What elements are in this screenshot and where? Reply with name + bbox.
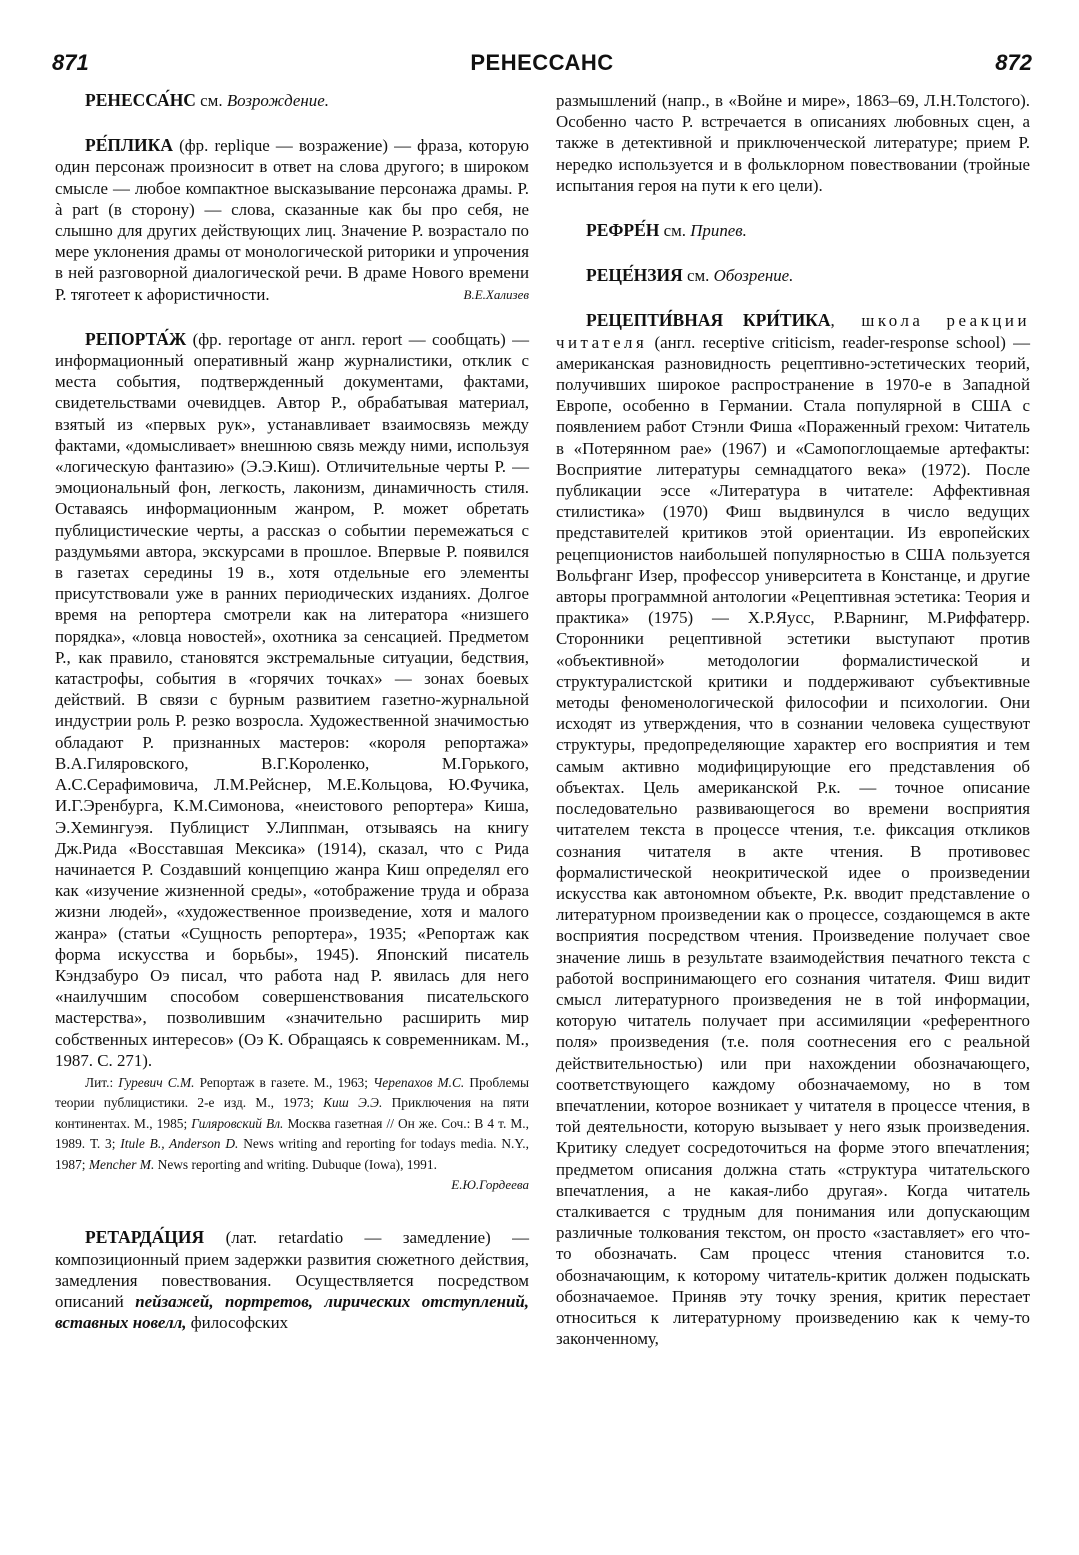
literature-list bbox=[55, 1073, 529, 1176]
entry-headword: РЕЦЕ́НЗИЯ bbox=[586, 265, 683, 286]
cross-reference: Припев. bbox=[690, 221, 747, 241]
left-column bbox=[55, 90, 529, 1357]
entry-spaced-subtitle: , школа реакции читателя bbox=[556, 311, 1030, 352]
entry-headword: РЕ́ПЛИКА bbox=[85, 135, 173, 156]
entry-body bbox=[55, 329, 529, 1071]
entry-headword: РЕЦЕПТИ́ВНАЯ КРИ́ТИКА bbox=[586, 310, 831, 331]
entry-retardatsiya-continuation: размышлений (напр., в «Войне и мире», 1863–69, Л.Н.Толстого). Особенно часто Р. встречается в описаниях любовных сцен, а также в детективной и приключенческой литературе; прием Р. нередко используется и в фольклорном повествовании (тройные испытания героя на пути к его цели). bbox=[556, 91, 1030, 195]
entry-text: (лат. retardatio — замедление) — композиционный прием задержки развития сюжетного действия, замедления повествования. Осуществляется посредством описаний bbox=[55, 1228, 529, 1312]
entry-headword: РЕПОРТА́Ж bbox=[85, 328, 187, 349]
entry-retsenziya bbox=[556, 265, 1030, 286]
entry-headword: РЕФРЕ́Н bbox=[586, 220, 660, 241]
cross-reference: Обозрение. bbox=[713, 266, 794, 286]
page-number-left: 871 bbox=[52, 50, 89, 75]
entry-refren bbox=[556, 220, 1030, 241]
right-column bbox=[556, 90, 1030, 1349]
literature-author: Черепахов М.С. bbox=[373, 1074, 465, 1090]
entry-headword: РЕТАРДА́ЦИЯ bbox=[85, 1227, 205, 1248]
entry-replika bbox=[55, 135, 529, 305]
entry-text: (фр. reportage от англ. report — сообщать) — информационный оперативный жанр журналистики, отклик с места события, подтвержденный документами, фактами, свидетельствами очевидцев. Автор Р., обрабатывая материал, взятый из «первых рук», устанавливает взаимосвязь между фактами, «домысливает» внешнюю связь между ними, используя «логическую фантазию» (Э.Э.Киш). Отличительные черты Р. — эмоциональный фон, легкость, лаконизм, динамичность стиля. Оставаясь информационным жанром, Р. может обретать публицистические черты, а рассказ о событии перемежаться с раздумьями автора, экскурсами в прошлое. Впервые Р. появился в газетах середины 19 в., хотя отдельные его элементы присутствовали уже в ранних периодических изданиях. Долгое время на репортера смотрели как на литератора «низшего порядка», «ловца новостей», охотника за сенсацией. Предметом Р., как правило, становятся экстремальные ситуации, бедствия, катастрофы, события в «горячих точках» — зонах боевых действий. В связи с бурным развитием газетно-журнальной индустрии роль Р. резко возросла. Художественной значимостью обладают Р. признанных мастеров: «короля репортажа» В.А.Гиляровского, В.Г.Короленко, М.Горького, А.С.Серафимовича, Л.М.Рейснер, М.Е.Кольцова, Ю.Фучика, И.Г.Эренбурга, К.М.Симонова, «неистового репортера» Киша, Э.Хемингуэя. Публицист У.Липпман, отзываясь на книгу Дж.Рида «Восставшая Мексика» (1914), сказал, что с Рида начинается Р. Создавший концепцию жанра Киш определял его как «изучение жизненной среды», «отображение труда и образа жизни людей», «художественное произведение, хотя и малого жанра» (статьи «Сущность репортера», 1935; «Репортаж как форма искусства и борьбы», 1945). Японский писатель Кэндзабуро Оэ писал, что работа над Р. явилась для него «наилучшим способом совершенствования писательского мастерства», позволившим «значительно расширить мир собственных интересов» (Оэ К. Обращаясь к современникам. М., 1987. С. 271). bbox=[55, 329, 529, 1070]
literature-text: Приключения на пяти континентах. М., 1985; bbox=[55, 1095, 529, 1131]
entry-text: см. bbox=[682, 266, 714, 286]
entry-text-continued: философских bbox=[186, 1313, 289, 1333]
entry-author: В.Е.Хализев bbox=[463, 286, 529, 302]
literature-author: Itule B., Anderson D. bbox=[120, 1136, 239, 1152]
cross-reference: Возрождение. bbox=[226, 91, 329, 110]
entry-retardatsiya bbox=[55, 1227, 529, 1333]
literature-text: Лит.: bbox=[85, 1074, 119, 1090]
literature-text: Москва газетная // Он же. Соч.: В 4 т. М., 1989. Т. 3; bbox=[55, 1115, 529, 1152]
literature-text: News reporting and writing. Dubuque (Iowa), 1991. bbox=[154, 1156, 437, 1172]
page-number-right: 872 bbox=[995, 50, 1032, 75]
literature-author: Киш Э.Э. bbox=[323, 1095, 383, 1111]
entry-headword: РЕНЕССА́НС bbox=[85, 90, 196, 110]
entry-text: (фр. replique — возражение) — фраза, которую один персонаж произносит в ответ на слова другого; в широком смысле — любое компактное высказывание персонажа драмы. Р. à part (в сторону) — слова, сказанные как бы про себя, не слышно для других действующих лиц. Значение Р. возрастало по мере уклонения драмы от монологической риторики и упрочения в ней разговорной диалогической речи. В драме Нового времени Р. тяготеет к афористичности. bbox=[55, 136, 529, 304]
entry-text: (англ. receptive criticism, reader-response school) — американская разновидность рецептивно-эстетических теорий, получивших широкое распространение в 1970-е в Западной Европе, особенно в Германии. Стала популярной в США с появлением работ Стэнли Фиша «Пораженный грехом: Читатель в «Потерянном рае» (1967) и «Самопоглощаемые артефакты: Восприятие литературы семнадцатого века» (1972). После публикации эссе «Литература в читателе: Аффективная стилистика» (1970) Фиш выдвинулся в число ведущих представителей критиков этой ориентации. Из европейских рецепционистов наибольшей популярностью в США пользуется Вольфганг Изер, профессор университета в Констанце, и другие авторы программной антологии «Рецептивная эстетика: Теория и практика» (1975) — Х.Р.Яусс, Р.Варнинг, М.Риффатерр. Сторонники рецептивной эстетики выступают против «объективной» методологии формалистической и структуралистской критики и поддерживают субъективные методы феноменологической философии и психологии. Они исходят из утверждения, что в сознании человека существуют структуры, предопределяющие характер его восприятия и тем самым активно модифицирующие его представления об объектах. Цель американской Р.к. — точное описание последовательно развивающегося во времени восприятия читателем текста в процессе чтения, т.е. фиксация откликов сознания читателя в акте чтения. В противовес формалистической неокритической идее о произведении искусства как автономном объекте, Р.к. вводит представление о литературном произведении как о процессе, создающемся в акте восприятия посредством чтения. Произведение получает свое значение лишь в результате взаимодействия печатного текста с работой воспринимающего его сознания читателя. Фиш видит смысл литературного произведения не в той информации, которую читатель получает при ассимиляции «референтного поля» произведения (т.е. поля соотнесения его с реальной действительностью) или при нахождении обозначающего, соответствующего каждому обозначаемому, но в том впечатлении, которое возникает у читателя в процессе чтения, в той деятельности, которую вызывает у него язык произведения. Критику следует сосредоточиться на форме этого впечатления; предметом описания должна стать «структура читательского впечатления, а не какая-либо другая». Когда читатель сталкивается с трудным для понимания или допускающим различные толкования текстом, он просто «заставляет» его что-то обозначать. Сам процесс чтения становится т.о. обозначающим, к которому читатель-критик должен подыскать обозначаемое. Приняв эту точку зрения, критик перестает относиться к литературному произведению как к чему-то законченному, bbox=[556, 332, 1030, 1349]
entry-retseptivnaya-kritika bbox=[556, 310, 1030, 1349]
entry-text: см. bbox=[659, 221, 691, 241]
entry-author: Е.Ю.Гордеева bbox=[451, 1177, 529, 1193]
literature-author: Гуревич С.М. bbox=[118, 1074, 195, 1090]
entry-text: см. bbox=[195, 91, 227, 110]
entry-reportazh bbox=[55, 329, 529, 1194]
literature-text: Проблемы теории публицистики. 2-е изд. М., 1973; bbox=[55, 1074, 529, 1111]
running-title: РЕНЕССАНС bbox=[470, 50, 614, 75]
emphasis-terms: пейзажей, портретов, лирических отступлений, вставных новелл, bbox=[55, 1292, 529, 1333]
literature-text: Репортаж в газете. М., 1963; bbox=[194, 1074, 374, 1090]
literature-author: Mencher M. bbox=[88, 1156, 155, 1172]
page-header bbox=[52, 50, 1032, 86]
literature-text: News writing and reporting for todays media. N.Y., 1987; bbox=[55, 1136, 530, 1172]
literature-author: Гиляровский Вл. bbox=[191, 1115, 284, 1131]
entry-renessans bbox=[55, 90, 529, 111]
